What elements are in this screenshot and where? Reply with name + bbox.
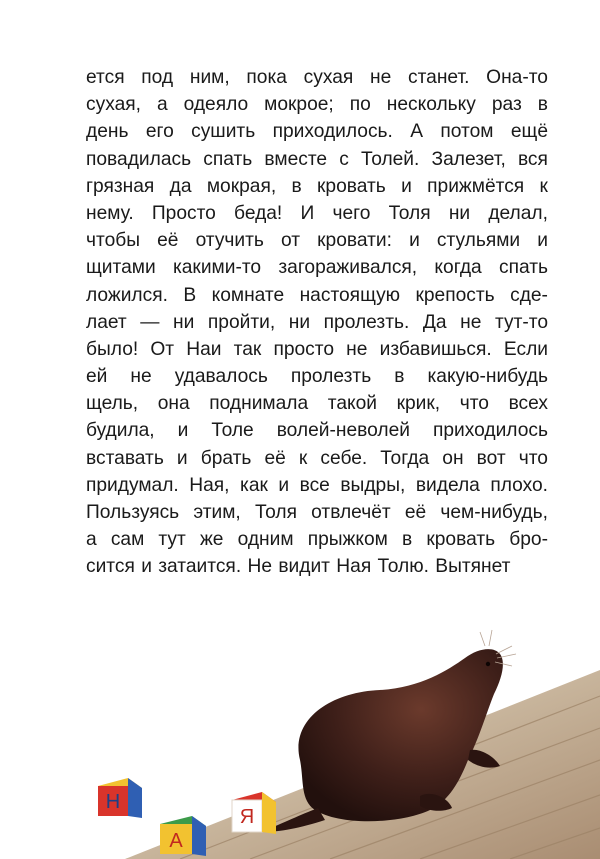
text-line: будила, и Толе волей-неволей приходилось [86,420,548,442]
text-line: щель, она поднимала такой крик, что всех [86,393,548,415]
text-line: день его сушить приходилось. А потом ещё [86,121,548,143]
text-line: сится и затаится. Не видит Ная Толю. Вытянет [86,556,511,578]
text-line: а сам тут же одним прыжком в кровать бро- [86,529,548,551]
text-line: ется под ним, пока сухая не станет. Она-то [86,67,548,88]
text-line: Пользуясь этим, Толя отвлечёт её чем-нибудь, [86,502,548,523]
text-line: ложился. В комнате настоящую крепость сде- [86,284,548,306]
text-line: повадилась спать вместе с Толей. Залезет, вся [86,148,548,170]
block-a [160,816,206,856]
text-line: щитами какими-то загораживался, когда спать [86,257,548,279]
text-line: придумал. Ная, как и все выдры, видела плохо. [86,474,548,496]
block-letter-ya: Я [239,806,255,828]
block-letter-n: Н [105,791,121,813]
story-text [86,64,548,581]
block-ya [232,792,276,834]
text-line: нему. Просто беда! И чего Толя ни делал, [86,202,548,224]
text-line: вставать и брать её к себе. Тогда он вот что [86,447,548,469]
text-line: лает — ни пройти, ни пролезть. Да не тут-то [86,311,548,333]
block-n [98,778,142,818]
text-line: было! От Наи так просто не избавишься. Если [86,338,548,360]
text-line: ей не удавалось пролезть в какую-нибудь [86,366,548,388]
block-letter-a: А [169,830,183,852]
text-line: сухая, а одеяло мокрое; по нескольку раз в [86,94,548,116]
text-line: чтобы её отучить от кровати: и стульями и [86,230,548,252]
text-line: грязная да мокрая, в кровать и прижмётся к [86,175,548,197]
otter-illustration [0,610,600,859]
